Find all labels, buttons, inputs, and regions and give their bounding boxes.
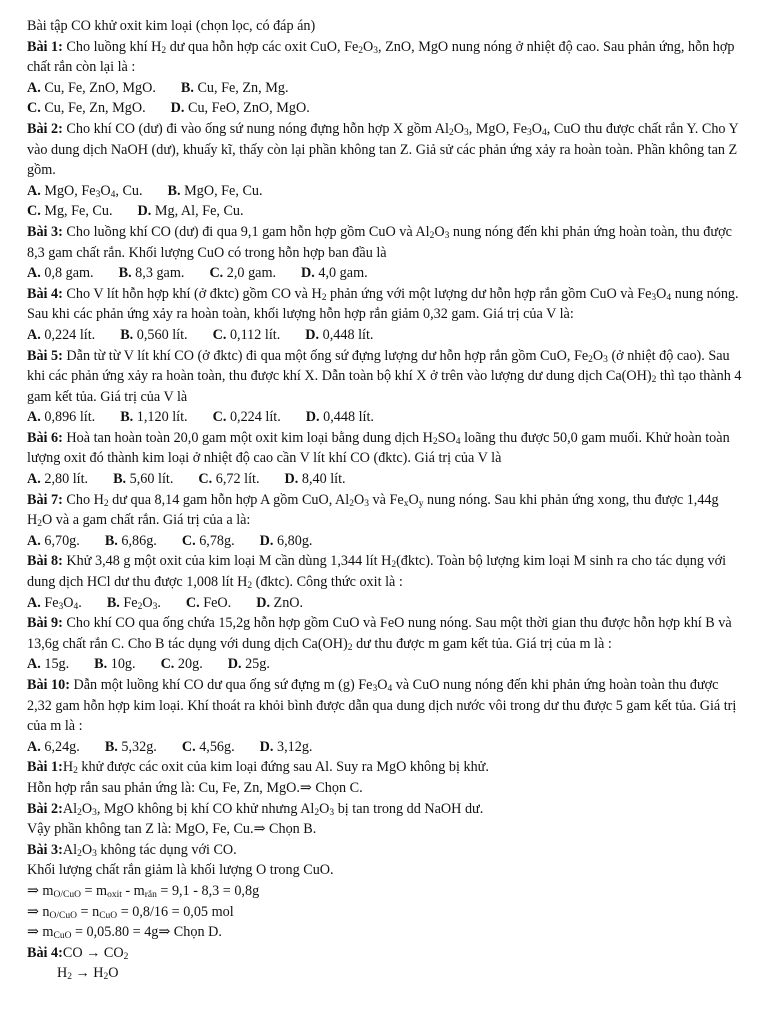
option-key: B.: [104, 738, 118, 755]
option-row: [27, 325, 746, 346]
answer-option: [107, 593, 161, 614]
answer-option: [27, 201, 113, 222]
option-row: [27, 737, 746, 758]
answer-option: [120, 325, 187, 346]
option-key: D.: [170, 100, 185, 117]
solution-text: Khối lượng chất rắn giảm là khối lượng O trong CuO.: [27, 862, 334, 879]
option-key: B.: [120, 326, 134, 343]
solution-text: Vậy phần không tan Z là: MgO, Fe, Cu.⇒ Chọn B.: [27, 821, 317, 838]
option-key: A.: [27, 738, 41, 755]
option-text: 8,3 gam.: [135, 265, 185, 282]
solution-list: [27, 757, 746, 984]
solution-line: [27, 922, 746, 943]
answer-option: [171, 98, 310, 119]
question-text: Cho $H_2$ dư qua 8,14 gam hỗn hợp A gồm CuO, $Al_2O_3$ và $Fe_xO_y$ nung nóng. Sau khi phản ứng xong, thu được 1,44g $H_2O$ và a gam chất rắn. Giá trị của a là:: [27, 491, 719, 530]
question-text: Cho luồng khí CO (dư) đi qua 9,1 gam hỗn hợp gồm CuO và $Al_2O_3$ nung nóng đến khi phản ứng hoàn toàn, thu được 8,3 gam chất rắn. Khối lượng CuO có trong hỗn hợp ban đầu là: [27, 223, 732, 261]
solution-text: ⇒ $n_{O/CuO} = n_{CuO} = 0,8/16 = 0,05$ mol: [27, 903, 234, 921]
option-text: Cu, Fe, Zn, Mg.: [197, 79, 289, 96]
question-5: [27, 346, 746, 408]
solution-text: $Al_2O_3$ không tác dụng với CO.: [62, 841, 237, 859]
question-text: Dẫn từ từ V lít khí CO (ở đktc) đi qua một ống sứ đựng lượng dư hỗn hợp rắn gồm CuO, $Fe_2O_3$ (ở nhiệt độ cao). Sau khi các phản ứng xảy ra hoàn toàn, thu được khí X. Dẫn toàn bộ khí X ở trên vào lượng dư dung dịch $Ca(OH)_2$ thì tạo thành 4 gam kết tủa. Giá trị của V là: [27, 347, 742, 405]
solution-line: [27, 881, 746, 902]
option-text: MgO, Fe, Cu.: [184, 182, 263, 199]
answer-option: [27, 469, 88, 490]
option-text: 6,80g.: [277, 532, 313, 549]
solution-label: Bài 3:: [27, 841, 63, 858]
option-text: 0,224 lít.: [44, 326, 96, 343]
option-text: Cu, Fe, Zn, MgO.: [44, 100, 146, 117]
question-text: Khử 3,48 g một oxit của kim loại M cần dùng 1,344 lít $H_2(đktc)$. Toàn bộ lượng kim loại M sinh ra cho tác dụng với dung dịch HCl dư thu được 1,008 lít $H_2$ (đktc). Công thức oxit là :: [27, 553, 727, 592]
question-7: [27, 490, 746, 531]
option-key: C.: [212, 409, 227, 426]
question-text: Cho V lít hỗn hợp khí (ở đktc) gồm CO và $H_2$ phản ứng với một lượng dư hỗn hợp rắn gồm CuO và $Fe_3O_4$ nung nóng. Sau khi các phản ứng xảy ra hoàn toàn, khối lượng hỗn hợp rắn giảm 0,32 gam. Giá trị của V là:: [27, 285, 739, 323]
question-8: [27, 551, 746, 592]
question-label: Bài 2:: [27, 120, 63, 137]
option-row: [27, 531, 746, 552]
question-list: [27, 37, 746, 758]
question-text: Dẫn một luồng khí CO dư qua ống sứ đựng m (g) $Fe_3O_4$ và CuO nung nóng đến khi phản ứng hoàn toàn thu được 2,32 gam hỗn hợp kim loại. Khí thoát ra khỏi bình được dẫn qua dung dịch nước vôi trong dư thu được 5 gam kết tủa. Giá trị của m là :: [27, 677, 737, 735]
option-key: A.: [27, 182, 41, 199]
answer-option: [27, 737, 80, 758]
question-text: Hoà tan hoàn toàn 20,0 gam một oxit kim loại bằng dung dịch $H_2SO_4$ loãng thu được 50,0 gam muối. Khử hoàn toàn lượng oxit đó thành kim loại ở nhiệt độ cao cần V lít khí CO (đktc). Giá trị của V là: [27, 429, 730, 467]
option-text: 3,12g.: [277, 738, 313, 755]
answer-option: [213, 325, 281, 346]
question-9: [27, 613, 746, 654]
answer-option: [27, 531, 80, 552]
option-text: 15g.: [44, 656, 70, 673]
answer-option: [27, 654, 69, 675]
answer-option: [306, 407, 374, 428]
option-row: [27, 98, 746, 119]
option-text: Mg, Fe, Cu.: [44, 203, 113, 220]
option-key: C.: [27, 100, 41, 117]
solution-line: [27, 819, 746, 840]
question-label: Bài 3:: [27, 223, 63, 240]
option-key: B.: [106, 594, 120, 611]
option-key: B.: [118, 265, 132, 282]
answer-option: [198, 469, 259, 490]
option-text: 5,60 lít.: [129, 471, 174, 488]
answer-option: [138, 201, 244, 222]
answer-option: [168, 181, 263, 202]
option-key: C.: [27, 203, 41, 220]
solution-text: ⇒ $m_{CuO} = 0,05.80$ = 4g⇒ Chọn D.: [27, 924, 222, 942]
option-row: [27, 593, 746, 614]
option-key: C.: [198, 471, 213, 488]
question-6: [27, 428, 746, 469]
solution-label: Bài 4:: [27, 944, 63, 961]
solution-line: [27, 860, 746, 881]
question-label: Bài 5:: [27, 347, 63, 364]
answer-option: [260, 737, 313, 758]
option-key: D.: [259, 738, 274, 755]
option-key: A.: [27, 532, 41, 549]
option-text: 1,120 lít.: [136, 409, 188, 426]
answer-option: [260, 531, 313, 552]
solution-text: CO → $CO_2$: [62, 944, 129, 962]
question-label: Bài 4:: [27, 285, 63, 302]
option-key: D.: [305, 409, 320, 426]
option-key: A.: [27, 471, 41, 488]
option-text: 0,560 lít.: [136, 326, 188, 343]
option-key: C.: [181, 738, 196, 755]
option-row: [27, 407, 746, 428]
option-text: 25g.: [245, 656, 270, 673]
option-row: [27, 469, 746, 490]
option-key: C.: [212, 326, 227, 343]
option-text: 6,24g.: [44, 738, 80, 755]
solution-text: $H_2$ khử được các oxit của kim loại đứng sau Al. Suy ra MgO không bị khử.: [62, 759, 489, 777]
question-10: [27, 675, 746, 737]
answer-option: [27, 78, 156, 99]
option-key: A.: [27, 656, 41, 673]
question-text: Cho khí CO (dư) đi vào ống sứ nung nóng đựng hỗn hợp X gồm $Al_2O_3$, MgO, $Fe_3O_4$, CuO thu được chất rắn Y. Cho Y vào dung dịch NaOH (dư), khuấy kĩ, thấy còn lại phần không tan Z. Giả sử các phản ứng xảy ra hoàn toàn. Phần không tan Z gồm.: [27, 120, 739, 179]
option-key: A.: [27, 79, 41, 96]
option-text: Mg, Al, Fe, Cu.: [154, 203, 244, 220]
option-row: [27, 78, 746, 99]
option-text: 4,56g.: [199, 738, 235, 755]
answer-option: [120, 407, 187, 428]
option-text: MgO, $Fe_3O_4$, Cu.: [44, 182, 143, 200]
answer-option: [161, 654, 203, 675]
answer-option: [119, 263, 185, 284]
solution-line: [27, 799, 746, 820]
option-text: 10g.: [110, 656, 136, 673]
answer-option: [27, 263, 94, 284]
answer-option: [182, 737, 235, 758]
solution-text: $H_2 \to H_2O$: [57, 965, 119, 983]
option-key: D.: [137, 203, 152, 220]
question-label: Bài 10:: [27, 677, 70, 693]
question-1: [27, 37, 746, 78]
solution-text: Hỗn hợp rắn sau phản ứng là: Cu, Fe, Zn, MgO.⇒ Chọn C.: [27, 779, 363, 796]
option-text: 0,448 lít.: [323, 409, 374, 426]
option-key: C.: [209, 265, 224, 282]
option-key: C.: [181, 532, 196, 549]
answer-option: [105, 531, 157, 552]
option-key: A.: [27, 265, 41, 282]
solution-line: [27, 757, 746, 778]
answer-option: [213, 407, 281, 428]
answer-option: [301, 263, 368, 284]
answer-option: [105, 737, 157, 758]
answer-option: [256, 593, 303, 614]
answer-option: [182, 531, 235, 552]
answer-option: [228, 654, 270, 675]
solution-label: Bài 1:: [27, 759, 63, 776]
option-text: 8,40 lít.: [301, 471, 346, 488]
question-text: Cho khí CO qua ống chứa 15,2g hỗn hợp gồm CuO và FeO nung nóng. Sau một thời gian thu được hỗn hợp khí B và 13,6g chất rắn C. Cho B tác dụng với dung dịch $Ca(OH)_2$ dư thu được m gam kết tủa. Giá trị của m là :: [27, 615, 732, 653]
solution-text: $Al_2O_3$, MgO không bị khí CO khử nhưng $Al_2O_3$ bị tan trong dd NaOH dư.: [62, 800, 484, 818]
option-text: Cu, FeO, ZnO, MgO.: [187, 100, 310, 117]
option-text: 0,112 lít.: [229, 326, 281, 343]
option-text: 0,8 gam.: [44, 265, 94, 282]
option-text: 5,32g.: [121, 738, 157, 755]
question-label: Bài 6:: [27, 429, 63, 446]
question-3: [27, 222, 746, 263]
answer-option: [305, 325, 373, 346]
solution-line: [27, 963, 746, 984]
option-key: B.: [94, 656, 108, 673]
option-text: 20g.: [177, 656, 203, 673]
option-text: FeO.: [203, 594, 232, 611]
question-label: Bài 7:: [27, 491, 63, 508]
question-2: [27, 119, 746, 181]
answer-option: [27, 325, 95, 346]
option-key: A.: [27, 594, 41, 611]
option-key: A.: [27, 326, 41, 343]
answer-option: [209, 263, 276, 284]
option-text: 6,72 lít.: [215, 471, 260, 488]
option-key: C.: [185, 594, 200, 611]
document-title: Bài tập CO khử oxit kim loại (chọn lọc, có đáp án): [27, 18, 316, 34]
answer-option: [27, 98, 146, 119]
option-text: 6,70g.: [44, 532, 80, 549]
option-key: D.: [305, 326, 320, 343]
option-text: $Fe_3O_4$.: [44, 594, 82, 612]
option-row: [27, 654, 746, 675]
option-key: D.: [227, 656, 242, 673]
solution-line: [27, 840, 746, 861]
question-4: [27, 284, 746, 325]
option-text: 2,0 gam.: [226, 265, 277, 282]
option-text: 0,224 lít.: [229, 409, 281, 426]
option-key: D.: [301, 265, 315, 282]
answer-option: [27, 593, 82, 614]
option-key: B.: [104, 532, 118, 549]
solution-text: ⇒ $m_{O/CuO} = m_{oxit} - m_{rắn} = 9,1 - 8,3 = 0,8g$: [27, 882, 260, 900]
option-text: 4,0 gam.: [318, 265, 368, 282]
option-text: ZnO.: [273, 594, 304, 611]
option-key: B.: [113, 471, 127, 488]
question-text: Cho luồng khí $H_2$ dư qua hỗn hợp các oxit CuO, $Fe_2O_3$, ZnO, MgO nung nóng ở nhiệt độ cao. Sau phản ứng, hỗn hợp chất rắn còn lại là :: [27, 38, 735, 76]
option-key: D.: [259, 532, 274, 549]
question-label: Bài 8:: [27, 553, 63, 570]
option-text: $Fe_2O_3$.: [123, 594, 161, 612]
option-key: B.: [180, 79, 194, 96]
question-label: Bài 1:: [27, 38, 63, 55]
solution-line: [27, 778, 746, 799]
option-text: 6,78g.: [199, 532, 235, 549]
answer-option: [94, 654, 135, 675]
question-label: Bài 9:: [27, 615, 63, 632]
option-key: B.: [120, 409, 134, 426]
option-text: Cu, Fe, ZnO, MgO.: [44, 79, 156, 96]
option-text: 6,86g.: [121, 532, 157, 549]
option-text: 0,896 lít.: [44, 409, 96, 426]
answer-option: [113, 469, 173, 490]
answer-option: [181, 78, 289, 99]
answer-option: [186, 593, 231, 614]
option-key: C.: [160, 656, 175, 673]
option-key: D.: [256, 594, 270, 611]
solution-line: [27, 902, 746, 923]
option-key: D.: [284, 471, 299, 488]
option-key: A.: [27, 409, 41, 426]
solution-line: [27, 943, 746, 964]
answer-option: [27, 181, 143, 202]
answer-option: [285, 469, 346, 490]
option-row: [27, 201, 746, 222]
option-text: 2,80 lít.: [44, 471, 89, 488]
option-row: [27, 181, 746, 202]
solution-label: Bài 2:: [27, 800, 63, 817]
answer-option: [27, 407, 95, 428]
option-key: B.: [167, 182, 181, 199]
option-row: [27, 263, 746, 284]
option-text: 0,448 lít.: [322, 326, 374, 343]
